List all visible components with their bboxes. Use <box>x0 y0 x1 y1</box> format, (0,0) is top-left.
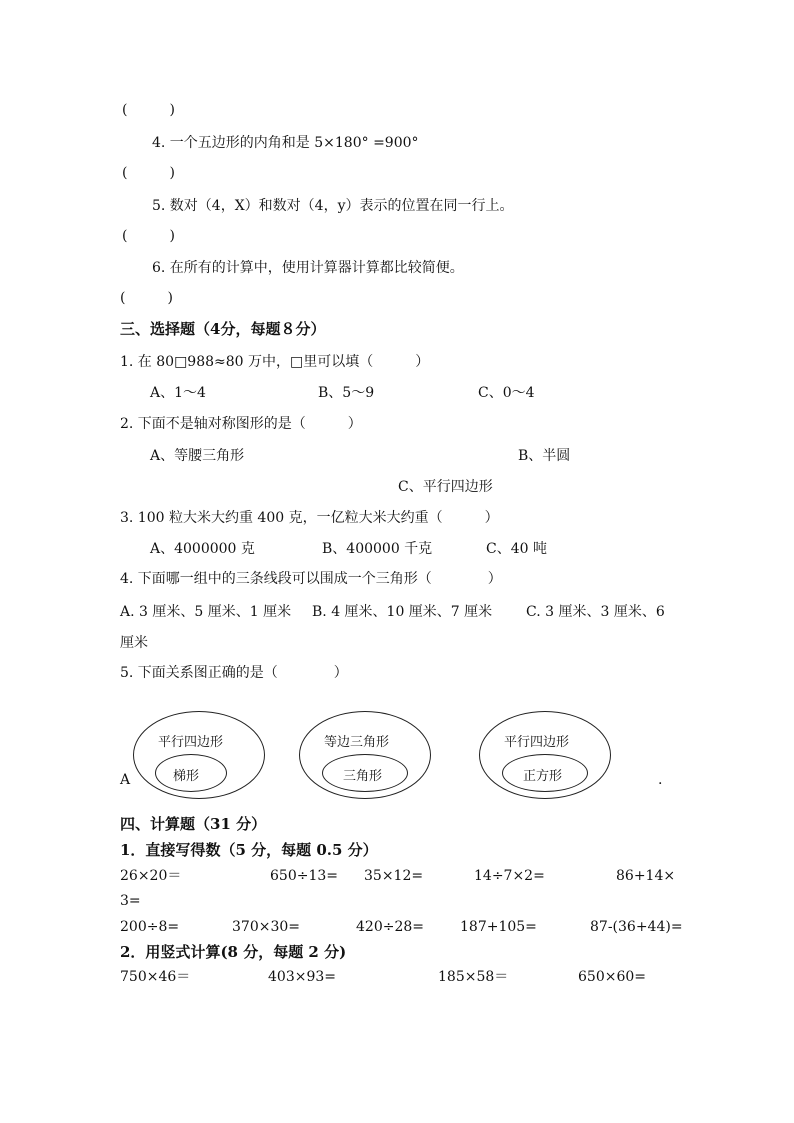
option-a: A、1～4 <box>150 385 206 401</box>
section-title: 四、计算题（31 分） <box>120 815 267 833</box>
option-c: C、平行四边形 <box>398 479 493 495</box>
calc-row-1 <box>120 867 680 887</box>
option-a: A、4000000 克 <box>150 541 255 557</box>
section-title: 三、选择题（4分，每题８分） <box>120 320 326 338</box>
option-c: C. 3 厘米、3 厘米、6 <box>526 604 665 620</box>
calc-item: 650×60= <box>578 969 646 985</box>
calc-item: 403×93= <box>268 969 336 985</box>
inner-ellipse-label: 梯形 <box>173 769 200 784</box>
option-c: C、0～4 <box>478 385 535 401</box>
answer-blank: ( ) <box>122 165 175 181</box>
subsection-title: 1．直接写得数（5 分，每题 0.5 分） <box>120 841 378 859</box>
calc-item: 650÷13= <box>270 868 338 884</box>
calc-item: 420÷28= <box>356 919 424 935</box>
calc-row-3 <box>120 968 680 988</box>
question-text: 4. 下面哪一组中的三条线段可以围成一个三角形（ ） <box>120 571 502 587</box>
inner-ellipse-label: 正方形 <box>523 769 563 784</box>
option-a: A、等腰三角形 <box>150 448 245 464</box>
option-b: B. 4 厘米、10 厘米、7 厘米 <box>312 604 493 620</box>
inner-ellipse-label: 三角形 <box>343 769 383 784</box>
question-text: 4. 一个五边形的内角和是 5×180° =900° <box>152 135 419 151</box>
calc-item: 370×30= <box>232 919 300 935</box>
option-c-continued: 厘米 <box>120 635 148 651</box>
option-a: A. 3 厘米、5 厘米、1 厘米 <box>120 604 292 620</box>
calc-item-continued: 3= <box>120 893 141 909</box>
option-b: B、5～9 <box>318 385 375 401</box>
calc-item: 750×46＝ <box>120 969 191 985</box>
calc-item: 14÷7×2= <box>474 868 545 884</box>
question-text: 3. 100 粒大米大约重 400 克，一亿粒大米大约重（ ） <box>120 510 499 526</box>
question-text: 5. 数对（4，X）和数对（4，y）表示的位置在同一行上。 <box>152 198 514 214</box>
answer-blank: ( ) <box>122 228 175 244</box>
calc-item: 86+14× <box>616 868 676 884</box>
answer-blank: ( ) <box>122 102 175 118</box>
subsection-title: 2．用竖式计算(8 分，每题 2 分) <box>120 943 347 961</box>
option-b: B、半圆 <box>518 448 571 464</box>
calc-row-2 <box>120 918 683 938</box>
answer-blank: ( ) <box>120 290 173 306</box>
calc-item: 187+105= <box>460 919 537 935</box>
calc-item: 200÷8= <box>120 919 180 935</box>
calc-item: 87-(36+44)= <box>590 919 683 935</box>
outer-ellipse-label: 平行四边形 <box>158 735 224 750</box>
calc-item: 35×12= <box>364 868 424 884</box>
question-text: 5. 下面关系图正确的是（ ） <box>120 665 348 681</box>
outer-ellipse-label: 平行四边形 <box>504 735 570 750</box>
calc-item: 26×20＝ <box>120 868 182 884</box>
option-c: C、40 吨 <box>486 541 547 557</box>
outer-ellipse-label: 等边三角形 <box>324 735 390 750</box>
question-text: 6. 在所有的计算中，使用计算器计算都比较简便。 <box>152 260 464 276</box>
trailing-dot: . <box>658 772 663 788</box>
option-a: A <box>120 772 131 788</box>
question-text: 2. 下面不是轴对称图形的是（ ） <box>120 416 362 432</box>
calc-item: 185×58＝ <box>438 969 509 985</box>
option-b: B、400000 千克 <box>322 541 433 557</box>
question-text: 1. 在 80□988≈80 万中，□里可以填（ ） <box>120 354 430 370</box>
